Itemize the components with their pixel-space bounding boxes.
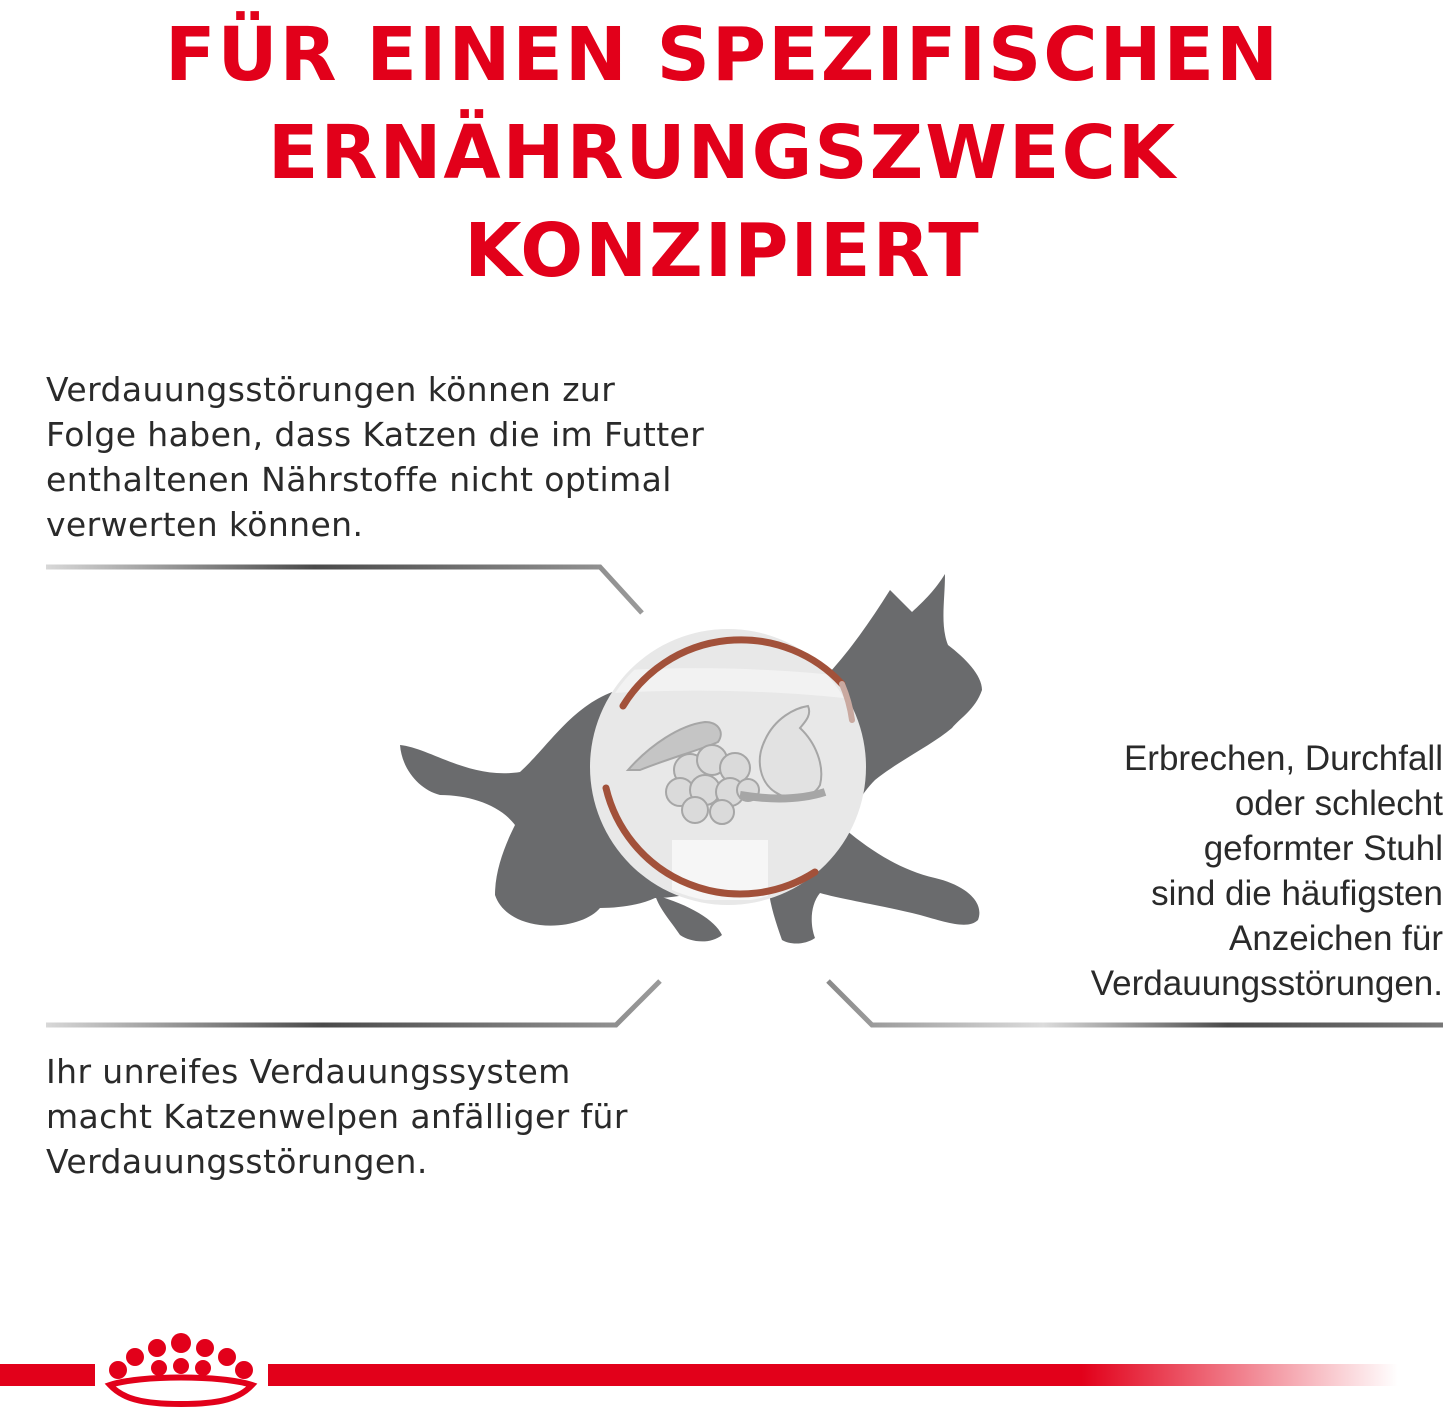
headline-line-2: ERNÄHRUNGSZWECK KONZIPIERT bbox=[267, 110, 1178, 294]
info-text-top-left: Verdauungsstörungen können zur Folge haben, dass Katzen die im Futter enthaltenen Nährstoffe nicht optimal verwerten können. bbox=[46, 370, 705, 544]
callout-line-top-left bbox=[46, 567, 642, 613]
info-text-right: Erbrechen, Durchfall oder schlecht geformter Stuhl sind die häufigsten Anzeichen für Verdauungsstörungen. bbox=[1090, 739, 1443, 1003]
info-text-bottom-left: Ihr unreifes Verdauungssystem macht Katzenwelpen anfälliger für Verdauungsstörungen. bbox=[46, 1052, 628, 1181]
royal-canin-crown-logo bbox=[109, 1333, 253, 1404]
callout-line-bottom-left bbox=[46, 981, 660, 1025]
callout-line-right bbox=[828, 981, 1443, 1025]
headline-line-1: FÜR EINEN SPEZIFISCHEN bbox=[164, 12, 1280, 98]
